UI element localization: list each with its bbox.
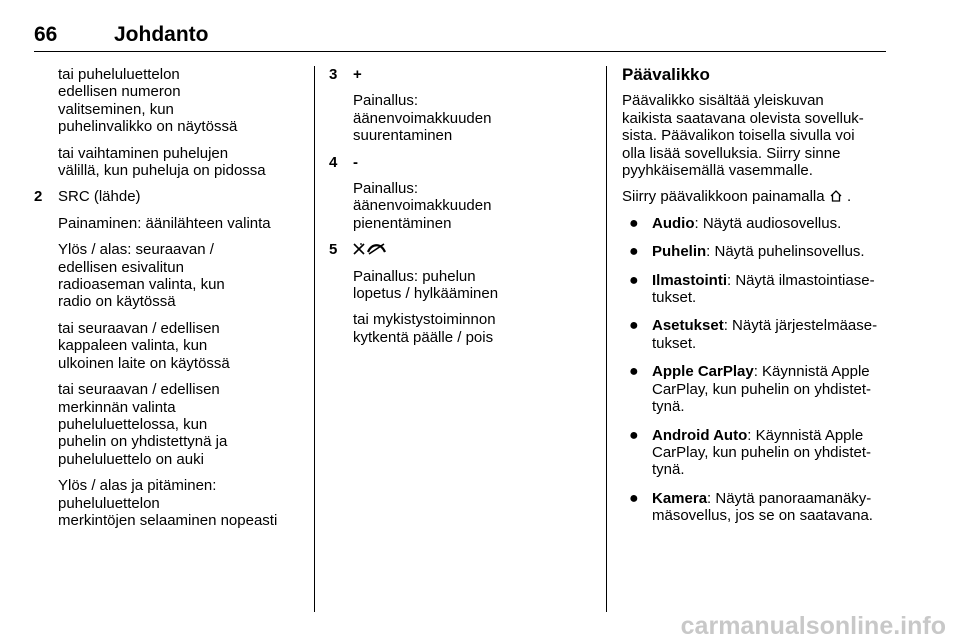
paragraph: Ylös / alas ja pitäminen: puheluluettelon merkintöjen selaaminen nopeasti — [58, 477, 278, 529]
list-item-puhelin: ● Puhelin: Näytä puhelinsovellus. — [629, 243, 865, 261]
item-label: SRC (lähde) — [58, 188, 141, 206]
paragraph: Painallus: äänenvoimakkuuden pienentäminen — [353, 180, 492, 232]
bullet-dot: ● — [629, 317, 639, 335]
item-number: 4 — [329, 153, 338, 171]
mute-hangup-icon — [353, 241, 387, 258]
column-1 — [34, 66, 306, 538]
paragraph: tai seuraavan / edellisen merkinnän valinta puheluluettelossa, kun puhelin on yhdistettynä ja puheluluettelo on auki — [58, 381, 228, 468]
list-item-audio: ● Audio: Näytä audiosovellus. — [629, 214, 842, 232]
bullet-dot: ● — [629, 243, 639, 261]
item-1-continuation — [34, 66, 306, 179]
item-2 — [34, 188, 306, 529]
home-instruction: Siirry päävalikkoon painamalla . — [622, 188, 852, 206]
item-4 — [329, 154, 599, 233]
item-label — [353, 241, 599, 258]
bullet-dot: ● — [629, 426, 639, 444]
page-header — [34, 23, 886, 49]
column-divider-1 — [314, 66, 315, 612]
list-item-apple-carplay: ● Apple CarPlay: Käynnistä Apple CarPlay, kun puhelin on yhdistet- tynä. — [629, 363, 872, 416]
item-number: 2 — [34, 188, 43, 206]
item-number: 5 — [329, 241, 338, 259]
item-label: - — [353, 153, 358, 171]
bullet-dot: ● — [629, 363, 639, 381]
paragraph: Ylös / alas: seuraavan / edellisen esivalitun radioaseman valinta, kun radio on käytössä — [58, 241, 225, 311]
list-item-ilmastointi: ● Ilmastointi: Näytä ilmastointiase- tukset. — [629, 271, 875, 307]
bullet-dot: ● — [629, 489, 639, 507]
watermark: carmanualsonline.info — [680, 612, 946, 640]
section-title: Päävalikko — [622, 65, 710, 84]
bullet-dot: ● — [629, 214, 639, 232]
column-3 — [622, 66, 890, 536]
bullet-dot: ● — [629, 271, 639, 289]
paragraph: tai vaihtaminen puhelujen välillä, kun puheluja on pidossa — [58, 144, 266, 180]
intro-paragraph: Päävalikko sisältää yleiskuvan kaikista saatavana olevista sovelluk- sista. Päävalikon toisella sivulla voi olla lisää sovelluksia. Siirry sinne pyyhkäisemällä vasemmalle. — [622, 92, 864, 180]
list-item-android-auto: ● Android Auto: Käynnistä Apple CarPlay, kun puhelin on yhdistet- tynä. — [629, 426, 872, 479]
item-5 — [329, 241, 599, 346]
page-number: 66 — [34, 23, 58, 46]
item-number: 3 — [329, 66, 338, 83]
list-item-asetukset: ● Asetukset: Näytä järjestelmäase- tukset. — [629, 317, 878, 352]
item-3 — [329, 66, 599, 145]
home-icon — [829, 188, 847, 205]
header-rule — [34, 51, 886, 52]
page-title: Johdanto — [114, 23, 209, 46]
paragraph: tai puheluluettelon edellisen numeron valitseminen, kun puhelinvalikko on näytössä — [58, 66, 238, 136]
column-divider-2 — [606, 66, 607, 612]
column-2 — [329, 66, 599, 355]
paragraph: Painallus: puhelun lopetus / hylkääminen — [353, 267, 499, 303]
list-item-kamera: ● Kamera: Näytä panoraamanäky- mäsovellus, jos se on saatavana. — [629, 489, 873, 525]
paragraph: tai mykistystoiminnon kytkentä päälle / pois — [353, 311, 496, 346]
paragraph: tai seuraavan / edellisen kappaleen valinta, kun ulkoinen laite on käytössä — [58, 319, 230, 372]
item-label: + — [353, 66, 362, 83]
paragraph: Painallus: äänenvoimakkuuden suurentaminen — [353, 92, 492, 145]
paragraph: Painaminen: äänilähteen valinta — [58, 214, 271, 232]
